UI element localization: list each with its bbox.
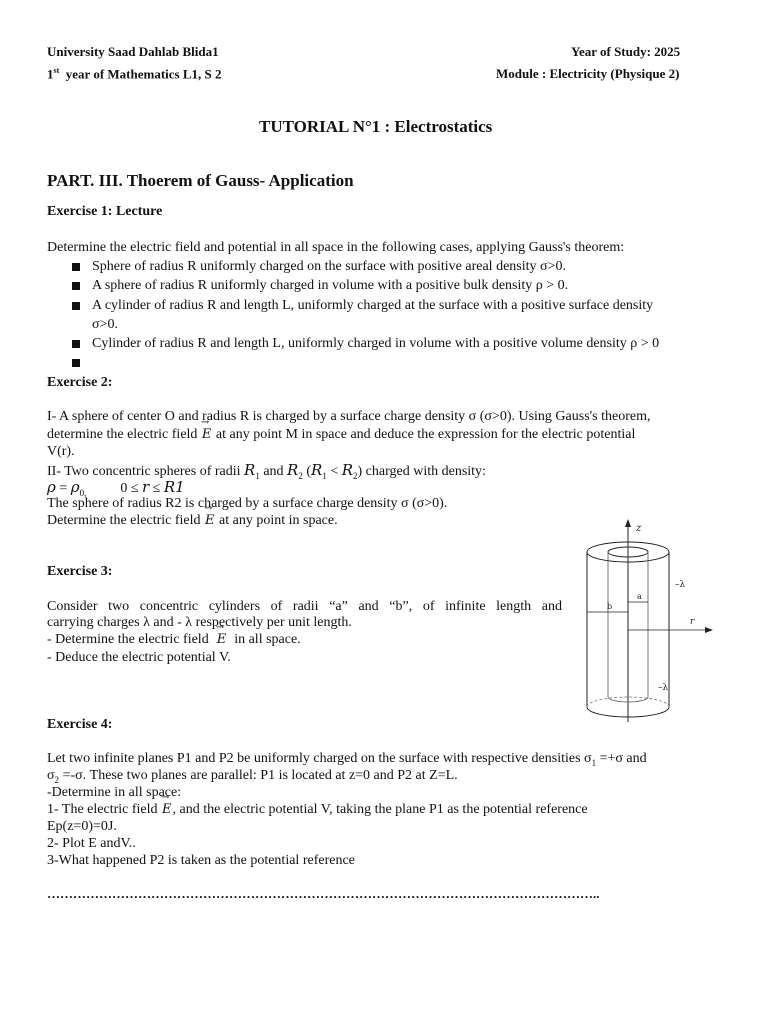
exercise-1-intro: Determine the electric field and potential in all space in the following cases, applying Gauss's theorem: [47, 240, 625, 255]
year-of-study: Year of Study: 2025 [571, 44, 681, 59]
dotted-separator: ……………………………………………………………………………………………………………….. [47, 886, 600, 901]
exercise-2-heading: Exercise 2: [47, 375, 113, 390]
exercise-2-line-4: II- Two concentric spheres of radii $R_1$ and $R_2$ $(R_1 < R_2)$ charged with density: [47, 461, 486, 481]
bullet-square-icon [72, 340, 80, 348]
bullet-square-icon [72, 263, 80, 271]
z-axis-label: z [636, 523, 642, 534]
list-item-continuation: σ>0. [92, 317, 118, 332]
exercise-3-line-3: - Determine the electric field → E in all space. [47, 632, 301, 648]
exercise-2-line-2: determine the electric field → E at any point M in space and deduce the expression for the electric potential [47, 427, 635, 443]
charge-label-outer: –λ [675, 580, 686, 590]
exercise-2-line-3: V(r). [47, 444, 75, 459]
exercise-1-heading: Exercise 1: Lecture [47, 204, 163, 219]
exercise-2-line-7: Determine the electric field → E at any point in space. [47, 513, 338, 529]
exercise-4-heading: Exercise 4: [47, 717, 113, 732]
electric-field-vector: → E [216, 632, 228, 647]
exercise-2-line-1: I- A sphere of center O and radius R is charged by a surface charge density σ (σ>0). Using Gauss's theorem, [47, 409, 651, 424]
electric-field-vector: → E [204, 513, 216, 528]
z-axis-arrowhead [625, 519, 631, 527]
bullet-square-icon [72, 282, 80, 290]
exercise-2-line-6: The sphere of radius R2 is charged by a surface charge density σ (σ>0). [47, 496, 448, 511]
radius-a-label: a [637, 592, 642, 601]
exercise-4-line-2: $\sigma_2 =-\sigma$. These two planes are parallel: P1 is located at z=0 and P2 at Z=L. [47, 768, 458, 785]
class-year-num: 1 [47, 66, 54, 82]
r-axis-label: r [690, 617, 695, 627]
exercise-3-line-1: Consider two concentric cylinders of radii “a” and “b”, of infinite length and [47, 599, 562, 614]
page-title: TUTORIAL N°1 : Electrostatics [259, 117, 493, 136]
module-name: Module : Electricity (Physique 2) [496, 66, 680, 81]
exercise-3-line-4: - Deduce the electric potential V. [47, 650, 231, 665]
university-name: University Saad Dahlab Blida1 [47, 44, 219, 59]
exercise-4-line-1: Let two infinite planes P1 and P2 be uniformly charged on the surface with respective densities $\sigma_1 =+\sigma$ and [47, 751, 647, 768]
bullet-square-icon [72, 359, 80, 367]
exercise-4-line-7: 3-What happened P2 is taken as the potential reference [47, 853, 355, 868]
exercise-4-line-4: 1- The electric field → E, and the electric potential V, taking the plane P1 as the potential reference [47, 802, 588, 818]
radius-b-label: b [607, 602, 613, 611]
density-equation: $\rho = \rho_{0,}$ 0 ≤ r ≤ R1 [47, 478, 185, 498]
exercise-3-line-2: carrying charges λ and - λ respectively per unit length. [47, 615, 352, 630]
part-title: PART. III. Thoerem of Gauss- Application [47, 171, 354, 190]
exercise-4-line-6: 2- Plot E andV.. [47, 836, 136, 851]
exercise-4-line-5: Ep(z=0)=0J. [47, 819, 117, 834]
coaxial-cylinders-figure [578, 517, 718, 727]
class-year-rest: year of Mathematics L1, S 2 [65, 66, 222, 82]
class-year-sup: st [53, 66, 60, 75]
electric-field-vector: → E [201, 427, 213, 442]
bullet-square-icon [72, 302, 80, 310]
exercise-3-heading: Exercise 3: [47, 564, 113, 579]
exercise-4-line-3: -Determine in all space: [47, 785, 182, 800]
r-axis-arrowhead [705, 627, 713, 633]
class-year [47, 66, 222, 82]
charge-label-inner: –λ [658, 683, 669, 693]
electric-field-vector: → E [161, 802, 173, 817]
